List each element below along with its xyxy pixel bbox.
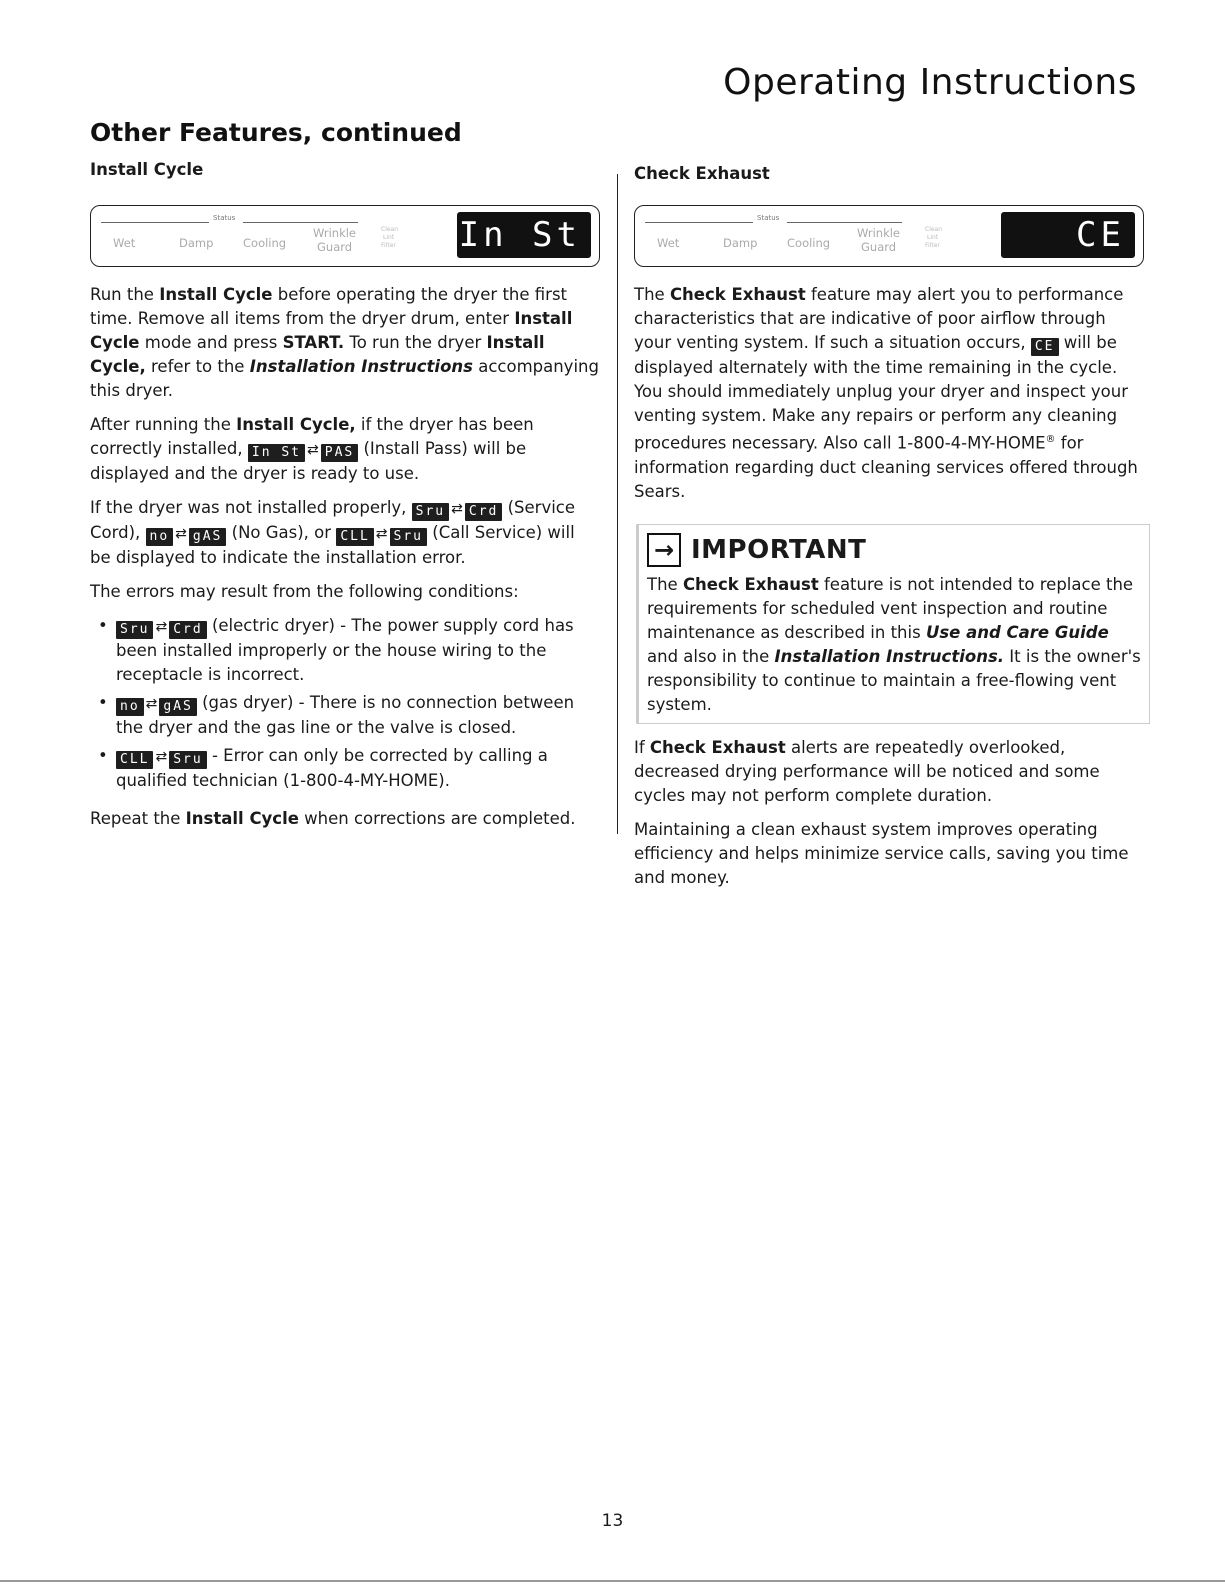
install-cycle-paragraph-3: If the dryer was not installed properly, Sru ⇄ Crd (Service Cord), no ⇄ gAS (No Gas), or CLL ⇄ Sru (Call Service) will be displayed to indicate the installation error. bbox=[90, 498, 576, 567]
lcd-code: no bbox=[146, 528, 174, 546]
wet-label: Wet bbox=[657, 236, 680, 250]
lcd-code: CLL bbox=[336, 528, 373, 546]
lcd-code: Sru bbox=[116, 621, 153, 639]
list-item: • Sru ⇄ Crd (electric dryer) - The power supply cord has been installed improperly or the house wiring to the receptacle is incorrect. bbox=[98, 616, 574, 684]
page-number: 13 bbox=[601, 1511, 624, 1531]
page-header-title: Operating Instructions bbox=[723, 62, 1137, 103]
guard-label: Guard bbox=[861, 240, 897, 254]
check-exhaust-subhead: Check Exhaust bbox=[634, 164, 770, 183]
install-cycle-paragraph-4: The errors may result from the following conditions: bbox=[90, 582, 519, 601]
lint-label: Lint bbox=[927, 234, 939, 241]
cooling-label: Cooling bbox=[787, 236, 831, 250]
lcd-code: no bbox=[116, 698, 144, 716]
alternating-arrow-icon: ⇄ bbox=[307, 442, 319, 458]
alternating-arrow-icon: ⇄ bbox=[155, 749, 168, 765]
bullet: • bbox=[98, 616, 108, 635]
install-cycle-paragraph-5: Repeat the Install Cycle when corrections are completed. bbox=[90, 809, 576, 828]
panel-display: CE bbox=[1001, 212, 1135, 258]
right-column bbox=[634, 164, 1144, 900]
lcd-code: gAS bbox=[189, 528, 226, 546]
lcd-code: Sru bbox=[390, 528, 427, 546]
status-line-right bbox=[787, 222, 902, 223]
install-cycle-paragraph-1: Run the Install Cycle before operating the dryer the first time. Remove all items from the dryer drum, enter Install Cycle mode and press START. To run the dryer Install Cycle, refer to the Installation Instructions accompanying this dryer. bbox=[90, 285, 599, 400]
alternating-arrow-icon: ⇄ bbox=[155, 619, 168, 635]
check-exhaust-paragraph-2: If Check Exhaust alerts are repeatedly overlooked, decreased drying performance will be noticed and some cycles may not perform complete duration. bbox=[634, 737, 1100, 805]
list-item: • CLL ⇄ Sru - Error can only be corrected by calling a qualified technician (1-800-4-MY-HOME). bbox=[98, 746, 548, 790]
lcd-code: Sru bbox=[169, 751, 206, 769]
lint-label: Lint bbox=[383, 234, 395, 241]
lcd-code: Sru bbox=[412, 503, 449, 521]
list-item: • no ⇄ gAS (gas dryer) - There is no connection between the dryer and the gas line or the valve is closed. bbox=[98, 693, 575, 737]
damp-label: Damp bbox=[179, 236, 214, 250]
lcd-code: Crd bbox=[465, 503, 502, 521]
status-label: Status bbox=[757, 214, 780, 222]
status-line-left bbox=[101, 222, 209, 223]
arrow-right-icon: → bbox=[647, 533, 681, 567]
lcd-code: In St bbox=[248, 444, 305, 462]
check-exhaust-paragraph-1: The Check Exhaust feature may alert you to performance characteristics that are indicative of poor airflow through your venting system. If such a situation occurs, CE will be displayed alternately with the time remaining in the cycle. You should immediately unplug your dryer and inspect your venting system. Make any repairs or perform any cleaning procedures necessary. Also call 1-800-4-MY-HOME® for information regarding duct cleaning services offered through Sears. bbox=[634, 285, 1138, 501]
damp-label: Damp bbox=[723, 236, 758, 250]
lcd-code: gAS bbox=[159, 698, 196, 716]
install-cycle-paragraph-2: After running the Install Cycle, if the dryer has been correctly installed, In St ⇄ PAS (Install Pass) will be displayed and the dryer is ready to use. bbox=[90, 415, 534, 483]
guard-label: Guard bbox=[317, 240, 353, 254]
column-divider bbox=[617, 174, 618, 834]
section-title: Other Features, continued bbox=[90, 118, 462, 147]
error-list bbox=[90, 614, 600, 793]
install-cycle-subhead: Install Cycle bbox=[90, 160, 204, 179]
status-line-right bbox=[243, 222, 358, 223]
wet-label: Wet bbox=[113, 236, 136, 250]
alternating-arrow-icon: ⇄ bbox=[175, 526, 187, 542]
status-line-left bbox=[645, 222, 753, 223]
important-label: IMPORTANT bbox=[691, 534, 867, 565]
lcd-code: CLL bbox=[116, 751, 153, 769]
bullet: • bbox=[98, 693, 108, 712]
alternating-arrow-icon: ⇄ bbox=[145, 696, 158, 712]
panel-display: In St bbox=[457, 212, 591, 258]
bullet: • bbox=[98, 746, 108, 765]
cooling-label: Cooling bbox=[243, 236, 287, 250]
filter-label: Filter bbox=[925, 242, 940, 249]
install-cycle-panel-illustration bbox=[90, 205, 600, 267]
clean-label: Clean bbox=[381, 226, 399, 233]
wrinkle-label: Wrinkle bbox=[313, 226, 356, 240]
left-column bbox=[90, 160, 600, 841]
important-heading bbox=[647, 529, 1143, 571]
important-callout bbox=[636, 524, 1150, 724]
alternating-arrow-icon: ⇄ bbox=[375, 526, 388, 542]
filter-label: Filter bbox=[381, 242, 396, 249]
important-text: The Check Exhaust feature is not intended to replace the requirements for scheduled vent inspection and routine maintenance as described in this Use and Care Guide and also in the Installation Instructions. It is the owner's responsibility to continue to maintain a free-flowing vent system. bbox=[647, 574, 1141, 714]
status-label: Status bbox=[213, 214, 236, 222]
lcd-code: PAS bbox=[321, 444, 358, 462]
alternating-arrow-icon: ⇄ bbox=[451, 501, 463, 517]
wrinkle-label: Wrinkle bbox=[857, 226, 900, 240]
lcd-code: Crd bbox=[169, 621, 206, 639]
check-exhaust-paragraph-3: Maintaining a clean exhaust system improves operating efficiency and helps minimize service calls, saving you time and money. bbox=[634, 819, 1129, 887]
lcd-code: CE bbox=[1031, 338, 1059, 356]
bottom-rule bbox=[0, 1580, 1225, 1582]
check-exhaust-panel-illustration bbox=[634, 205, 1144, 267]
clean-label: Clean bbox=[925, 226, 943, 233]
